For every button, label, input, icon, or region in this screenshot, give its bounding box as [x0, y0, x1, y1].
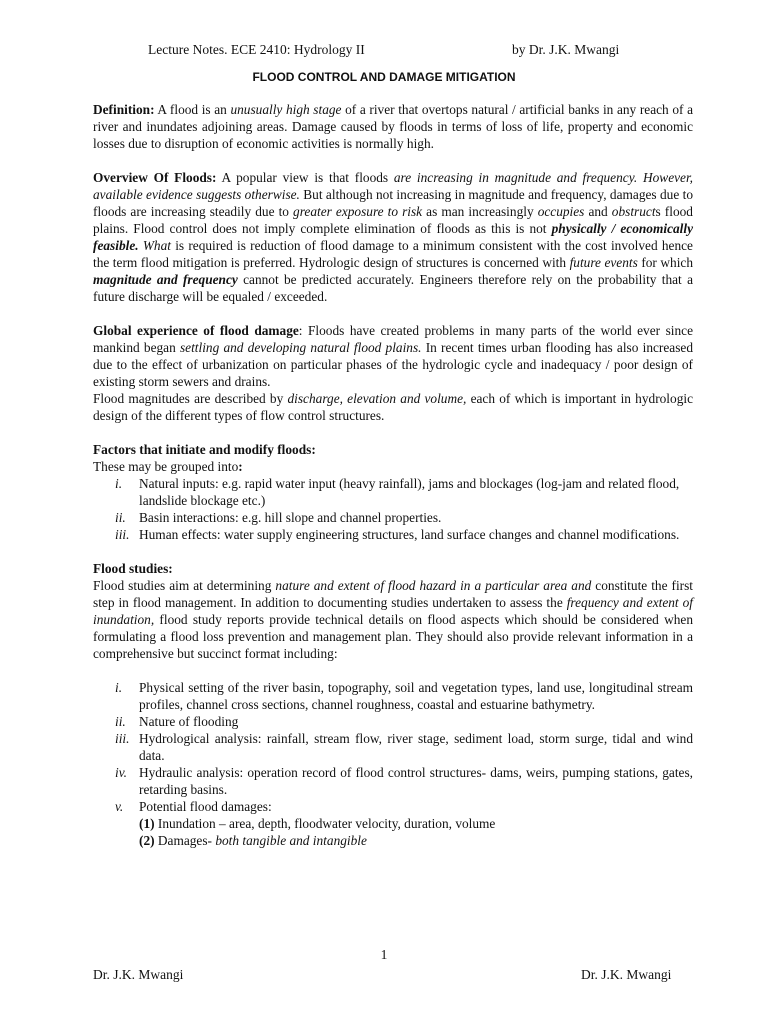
global-experience-paragraph: Global experience of flood damage: Floods have created problems in many parts of the world ever since mankind began settling and developing natural flood plains. In recent times urban flooding has also increased due to the effect of urbanization on particular phases of the hydrologic cycle and inadequacy / poor design of existing storm sewers and drains.: [93, 323, 694, 389]
document-body: [93, 101, 693, 849]
list-item: v. Potential flood damages: (1) Inundation – area, depth, floodwater velocity, duration, volume (2) Damages- both tangible and intangible: [93, 798, 693, 849]
flood-studies-list: [93, 679, 693, 849]
header-course: Lecture Notes. ECE 2410: Hydrology II: [148, 42, 365, 57]
definition-paragraph: Definition: A flood is an unusually high stage of a river that overtops natural / artificial banks in any reach of a river and inundates adjoining areas. Damage caused by floods in terms of loss of life, property and economic losses due to disruption of economic activities is normally high.: [93, 102, 693, 151]
footer-left: Dr. J.K. Mwangi: [93, 967, 184, 982]
list-item: i. Physical setting of the river basin, topography, soil and vegetation types, land use, longitudinal stream profiles, channel cross sections, channel roughness, coastal and estuarine bathymetry.: [115, 680, 693, 712]
damages-subitem: (2) Damages- both tangible and intangible: [139, 833, 367, 848]
overview-label: Overview Of Floods:: [93, 170, 217, 185]
overview-paragraph: Overview Of Floods: A popular view is that floods are increasing in magnitude and frequency. However, available evidence suggests otherwise. But although not increasing in magnitude and frequency, damages due to floods are increasing steadily due to greater exposure to risk as man increasingly occupies and obstructs flood plains. Flood control does not imply complete elimination of floods as this is not physically / economically feasible. What is required is reduction of flood damage to a minimum consistent with the cost involved hence the term flood mitigation is preferred. Hydrologic design of structures is concerned with future events for which magnitude and frequency cannot be predicted accurately. Engineers therefore rely on the probability that a future discharge will be equaled / exceeded.: [93, 170, 694, 304]
flood-studies-paragraph: Flood studies aim at determining nature and extent of flood hazard in a particular area and constitute the first step in flood management. In addition to documenting studies undertaken to assess the frequency and extent of inundation, flood study reports provide technical details on flood aspects which should be considered when formulating a flood loss prevention and management plan. They should also provide relevant information in a comprehensive but succinct format including:: [93, 578, 694, 661]
header-author: by Dr. J.K. Mwangi: [512, 42, 620, 57]
list-item: ii. Nature of flooding: [115, 714, 239, 729]
global-experience-label: Global experience of flood damage: [93, 323, 299, 338]
factors-heading: Factors that initiate and modify floods:: [93, 442, 316, 457]
list-item: iii. Hydrological analysis: rainfall, stream flow, river stage, sediment load, storm surge, tidal and wind data.: [115, 731, 693, 763]
document-title: FLOOD CONTROL AND DAMAGE MITIGATION: [252, 70, 516, 84]
list-item: i. Natural inputs: e.g. rapid water input (heavy rainfall), jams and blockages (log-jam and related flood, landslide blockage etc.): [115, 476, 680, 508]
list-item: iv. Hydraulic analysis: operation record of flood control structures- dams, weirs, pumping stations, gates, retarding basins.: [115, 765, 693, 797]
definition-label: Definition:: [93, 102, 155, 117]
flood-studies-heading: Flood studies:: [93, 561, 173, 576]
factors-intro: These may be grouped into:: [93, 459, 243, 474]
footer-right: Dr. J.K. Mwangi: [581, 967, 672, 982]
inundation-subitem: (1) Inundation – area, depth, floodwater velocity, duration, volume: [139, 816, 496, 831]
factors-list: [93, 475, 693, 543]
flood-magnitude-paragraph: Flood magnitudes are described by discharge, elevation and volume, each of which is important in hydrologic design of the different types of flow control structures.: [93, 391, 693, 423]
page-number: 1: [380, 947, 388, 962]
list-item: ii. Basin interactions: e.g. hill slope and channel properties.: [115, 510, 442, 525]
list-item: iii. Human effects: water supply engineering structures, land surface changes and channel modifications.: [115, 527, 680, 542]
